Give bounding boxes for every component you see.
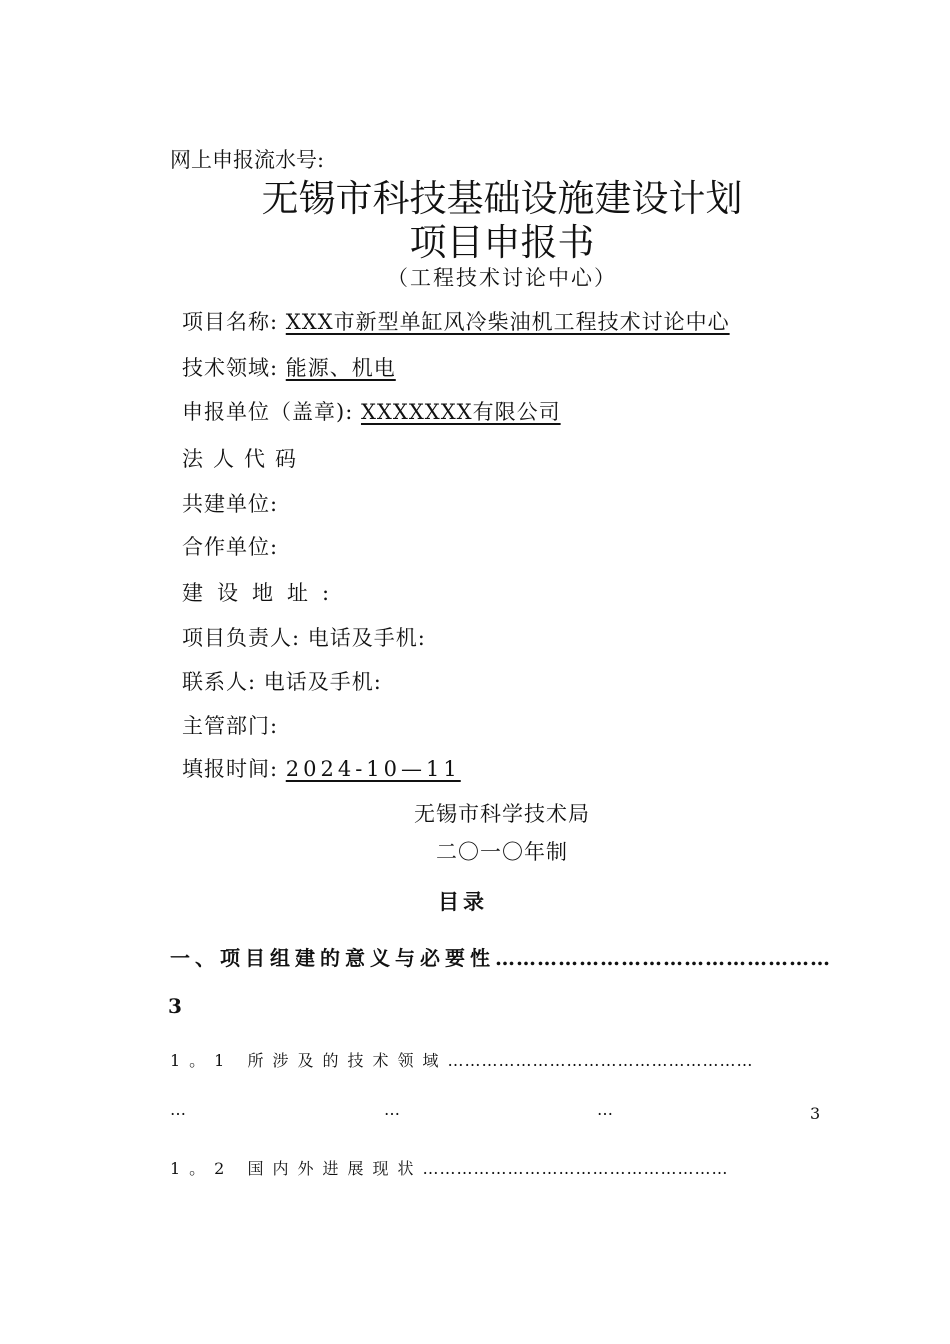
document-category: （工程技术讨论中心） — [387, 266, 617, 290]
toc-leader-dots: … — [597, 1100, 613, 1119]
partner-label: 合作单位: — [182, 535, 279, 559]
toc-entry-label: 1。1 所涉及的技术领域 — [170, 1051, 448, 1070]
project-leader-label: 项目负责人: 电话及手机: — [182, 626, 426, 650]
tech-field-value: 能源、机电 — [285, 356, 396, 380]
issuing-bureau: 无锡市科学技术局 — [414, 802, 590, 826]
applicant-label: 申报单位（盖章): — [182, 400, 354, 424]
project-name-value: XXX市新型单缸风冷柴油机工程技术讨论中心 — [285, 310, 730, 334]
toc-entry-label: 一、项目组建的意义与必要性 — [170, 946, 495, 970]
applicant-value: XXXXXXX有限公司 — [360, 400, 561, 424]
document-subtitle-title: 项目申报书 — [409, 221, 595, 264]
toc-leader-dots: ………………………………………… — [495, 946, 831, 970]
co-builder-label: 共建单位: — [182, 492, 279, 516]
tech-field-label: 技术领域: — [182, 356, 279, 380]
toc-entry-1-2[interactable] — [170, 1156, 728, 1179]
fill-date-label: 填报时间: — [182, 757, 279, 781]
department-label: 主管部门: — [182, 714, 279, 738]
contact-label: 联系人: 电话及手机: — [182, 670, 382, 694]
toc-entry-1-1[interactable] — [170, 1048, 753, 1071]
toc-title: 目录 — [438, 889, 488, 914]
toc-leader-dots: … — [384, 1100, 400, 1119]
toc-entry-label: 1。2 国内外进展现状 — [170, 1159, 423, 1178]
toc-entry-1[interactable] — [170, 942, 831, 971]
project-name-label: 项目名称: — [182, 310, 279, 334]
project-name-field — [182, 306, 730, 336]
legal-code-label: 法人代码 — [182, 447, 306, 471]
toc-entry-1-page: 3 — [168, 994, 182, 1018]
fill-date-field — [182, 753, 461, 783]
fill-date-value: 2024-10—11 — [285, 757, 461, 781]
applicant-field — [182, 396, 561, 426]
toc-leader-dots: ……………………………………………… — [447, 1051, 754, 1070]
tech-field-field — [182, 352, 396, 382]
document-title: 无锡市科技基础设施建设计划 — [261, 177, 743, 220]
toc-entry-1-1-page: 3 — [810, 1104, 821, 1123]
made-year: 二〇一〇年制 — [436, 840, 568, 864]
serial-number-label: 网上申报流水号: — [170, 148, 325, 172]
address-label: 建设地址: — [182, 581, 344, 605]
toc-leader-dots: ……………………………………………… — [422, 1159, 729, 1178]
toc-leader-dots: … — [170, 1100, 186, 1119]
